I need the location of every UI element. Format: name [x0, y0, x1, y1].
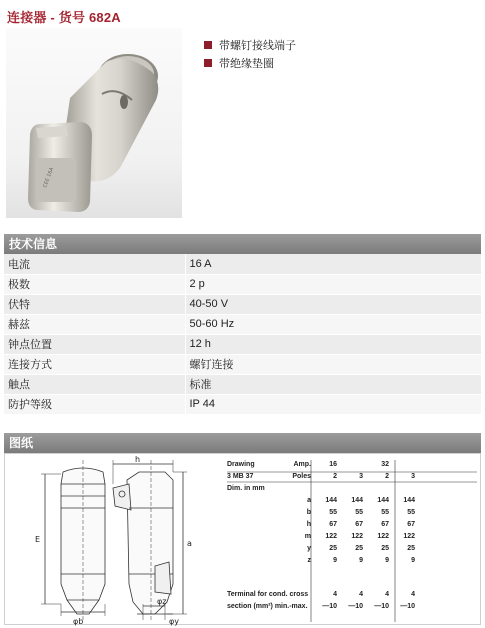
spec-key: 极数: [4, 274, 185, 294]
feature-label: 带螺钉接线端子: [219, 40, 296, 52]
spec-value: IP 44: [185, 394, 481, 414]
cell: 144: [403, 496, 415, 504]
spec-value: 12 h: [185, 334, 481, 354]
table-row: [227, 600, 477, 612]
cell: 32: [381, 460, 389, 468]
cell: 3: [411, 472, 415, 480]
spec-value: 螺钉连接: [185, 354, 481, 374]
cell: 67: [355, 520, 363, 528]
cell: 55: [381, 508, 389, 516]
feature-item: [204, 55, 296, 71]
cell: 3: [359, 472, 363, 480]
dim-label-E: E: [35, 535, 41, 544]
product-photo: [6, 28, 182, 218]
table-row: [4, 394, 481, 414]
square-bullet-icon: [204, 41, 212, 49]
cell: 4: [333, 590, 337, 598]
svg-text:CEE 16A: CEE 16A: [42, 166, 56, 189]
cell: m: [304, 532, 311, 540]
spec-key: 赫兹: [4, 314, 185, 334]
table-row: [227, 542, 477, 554]
cell: h: [306, 520, 311, 528]
spec-key: 电流: [4, 254, 185, 274]
section-header-tech: 技术信息: [4, 234, 481, 254]
page-title: 连接器 - 货号 682A: [7, 10, 121, 25]
table-row: [4, 354, 481, 374]
spec-value: 50-60 Hz: [185, 314, 481, 334]
cell: 144: [377, 496, 389, 504]
table-row: [227, 588, 477, 600]
feature-item: [204, 37, 296, 53]
cell: 25: [329, 544, 337, 552]
table-row: [227, 530, 477, 542]
cell: 9: [385, 556, 389, 564]
cell: Dim. in mm: [227, 484, 265, 492]
table-row: [227, 494, 477, 506]
cell: 3 MB 37: [227, 472, 254, 480]
cell: 2: [385, 472, 389, 480]
dim-label-a: a: [187, 539, 192, 548]
cell: 122: [325, 532, 337, 540]
cell: Drawing: [227, 460, 255, 468]
spec-key: 伏特: [4, 294, 185, 314]
cell: 55: [407, 508, 415, 516]
table-row: [4, 274, 481, 294]
cell: Terminal for cond. cross: [227, 590, 309, 598]
cell: a: [307, 496, 311, 504]
spec-value: 2 p: [185, 274, 481, 294]
table-row: [4, 374, 481, 394]
cell: —10: [348, 602, 363, 610]
dim-label-h: h: [135, 455, 141, 464]
cell: 122: [351, 532, 363, 540]
cell: 25: [381, 544, 389, 552]
cell: 55: [355, 508, 363, 516]
spec-key: 防护等级: [4, 394, 185, 414]
cell: 67: [407, 520, 415, 528]
feature-label: 带绝缘垫圈: [219, 58, 274, 70]
cell: 25: [355, 544, 363, 552]
cell: z: [307, 556, 311, 564]
cell: y: [307, 544, 311, 552]
spec-table: [4, 254, 481, 415]
table-row: [4, 254, 481, 274]
cell: Amp.: [293, 460, 311, 468]
spec-value: 标准: [185, 374, 481, 394]
cell: 67: [381, 520, 389, 528]
cell: 55: [329, 508, 337, 516]
connector-illustration: [6, 28, 182, 218]
spec-key: 连接方式: [4, 354, 185, 374]
table-row: [227, 458, 477, 470]
table-row: [227, 482, 477, 494]
technical-drawing: [4, 453, 481, 625]
cell: 2: [333, 472, 337, 480]
cell: 122: [403, 532, 415, 540]
cell: section (mm²) min.-max.: [227, 602, 308, 610]
table-row: [227, 506, 477, 518]
cell: 4: [359, 590, 363, 598]
cell: 9: [359, 556, 363, 564]
cell: 9: [411, 556, 415, 564]
spec-value: 16 A: [185, 254, 481, 274]
table-row: [227, 518, 477, 530]
table-row: [4, 334, 481, 354]
cell: b: [306, 508, 311, 516]
cell: 67: [329, 520, 337, 528]
feature-list: [204, 37, 296, 73]
square-bullet-icon: [204, 59, 212, 67]
dim-label-phi-b: φb: [73, 617, 84, 626]
cell: —10: [322, 602, 337, 610]
cell: —10: [400, 602, 415, 610]
cell: 144: [325, 496, 337, 504]
dim-label-phi-y: φy: [169, 617, 180, 626]
table-row: [227, 554, 477, 566]
spec-value: 40-50 V: [185, 294, 481, 314]
table-row: [227, 470, 477, 482]
cell: 144: [351, 496, 363, 504]
dimension-table: [227, 458, 477, 612]
table-row: [4, 314, 481, 334]
spec-key: 钟点位置: [4, 334, 185, 354]
dim-label-phi-z: φz: [157, 597, 167, 606]
section-header-drawing: 图纸: [4, 433, 481, 453]
cell: 9: [333, 556, 337, 564]
spec-key: 触点: [4, 374, 185, 394]
cell: 25: [407, 544, 415, 552]
cell: Poles: [292, 472, 311, 480]
cell: 16: [329, 460, 337, 468]
cell: 4: [411, 590, 415, 598]
cell: 4: [385, 590, 389, 598]
cell: —10: [374, 602, 389, 610]
table-row: [4, 294, 481, 314]
cell: 122: [377, 532, 389, 540]
